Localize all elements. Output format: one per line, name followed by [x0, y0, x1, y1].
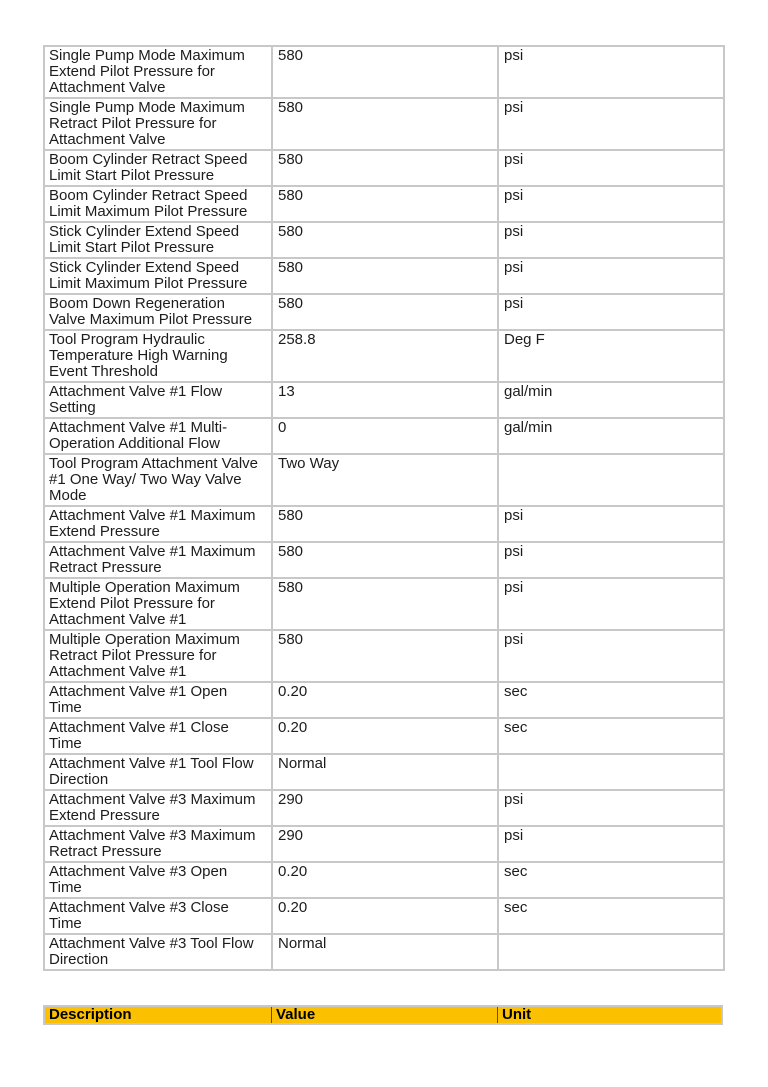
table-row: [44, 718, 724, 754]
cell-unit: [498, 934, 724, 970]
parameter-table: [43, 45, 725, 971]
cell-description: Tool Program Attachment Valve #1 One Way/ Two Way Valve Mode: [44, 454, 272, 506]
cell-value: 580: [272, 294, 498, 330]
cell-description: Attachment Valve #1 Maximum Extend Pressure: [44, 506, 272, 542]
next-table-header-row: [43, 1005, 723, 1025]
cell-value: 0: [272, 418, 498, 454]
cell-value: 580: [272, 98, 498, 150]
cell-description: Stick Cylinder Extend Speed Limit Maximum Pilot Pressure: [44, 258, 272, 294]
cell-unit: psi: [498, 294, 724, 330]
table-row: [44, 382, 724, 418]
table-row: [44, 542, 724, 578]
table-row: [44, 418, 724, 454]
cell-description: Single Pump Mode Maximum Extend Pilot Pressure for Attachment Valve: [44, 46, 272, 98]
cell-unit: psi: [498, 98, 724, 150]
cell-description: Attachment Valve #3 Maximum Retract Pressure: [44, 826, 272, 862]
table-row: [44, 862, 724, 898]
cell-unit: sec: [498, 682, 724, 718]
cell-value: 580: [272, 150, 498, 186]
table-row: [44, 506, 724, 542]
cell-unit: sec: [498, 898, 724, 934]
cell-description: Attachment Valve #1 Close Time: [44, 718, 272, 754]
column-header-description: Description: [49, 1006, 132, 1023]
cell-description: Boom Cylinder Retract Speed Limit Maximum Pilot Pressure: [44, 186, 272, 222]
cell-unit: psi: [498, 578, 724, 630]
table-row: [44, 46, 724, 98]
table-row: [44, 898, 724, 934]
cell-unit: [498, 754, 724, 790]
table-row: [44, 682, 724, 718]
cell-description: Attachment Valve #3 Close Time: [44, 898, 272, 934]
cell-description: Tool Program Hydraulic Temperature High Warning Event Threshold: [44, 330, 272, 382]
cell-value: 580: [272, 258, 498, 294]
cell-unit: psi: [498, 150, 724, 186]
cell-value: 580: [272, 630, 498, 682]
cell-value: 580: [272, 542, 498, 578]
cell-value: 0.20: [272, 862, 498, 898]
cell-unit: gal/min: [498, 418, 724, 454]
cell-value: 0.20: [272, 682, 498, 718]
cell-unit: [498, 454, 724, 506]
cell-value: 290: [272, 826, 498, 862]
table-row: [44, 790, 724, 826]
cell-description: Attachment Valve #3 Tool Flow Direction: [44, 934, 272, 970]
table-row: [44, 222, 724, 258]
cell-value: 0.20: [272, 718, 498, 754]
cell-unit: psi: [498, 258, 724, 294]
cell-description: Attachment Valve #1 Tool Flow Direction: [44, 754, 272, 790]
cell-description: Multiple Operation Maximum Retract Pilot Pressure for Attachment Valve #1: [44, 630, 272, 682]
cell-unit: Deg F: [498, 330, 724, 382]
cell-description: Attachment Valve #1 Open Time: [44, 682, 272, 718]
cell-description: Boom Cylinder Retract Speed Limit Start Pilot Pressure: [44, 150, 272, 186]
cell-description: Attachment Valve #1 Maximum Retract Pressure: [44, 542, 272, 578]
cell-value: 580: [272, 578, 498, 630]
cell-description: Single Pump Mode Maximum Retract Pilot Pressure for Attachment Valve: [44, 98, 272, 150]
table-row: [44, 258, 724, 294]
cell-value: 13: [272, 382, 498, 418]
table-row: [44, 630, 724, 682]
cell-unit: sec: [498, 718, 724, 754]
cell-value: Two Way: [272, 454, 498, 506]
cell-value: 580: [272, 222, 498, 258]
cell-unit: psi: [498, 506, 724, 542]
table-row: [44, 150, 724, 186]
cell-unit: psi: [498, 46, 724, 98]
cell-value: 580: [272, 186, 498, 222]
table-row: [44, 186, 724, 222]
cell-value: 0.20: [272, 898, 498, 934]
cell-description: Attachment Valve #3 Open Time: [44, 862, 272, 898]
cell-description: Attachment Valve #3 Maximum Extend Pressure: [44, 790, 272, 826]
cell-description: Attachment Valve #1 Multi-Operation Additional Flow: [44, 418, 272, 454]
cell-value: 580: [272, 46, 498, 98]
table-row: [44, 98, 724, 150]
cell-description: Stick Cylinder Extend Speed Limit Start Pilot Pressure: [44, 222, 272, 258]
cell-unit: sec: [498, 862, 724, 898]
cell-unit: gal/min: [498, 382, 724, 418]
table-row: [44, 934, 724, 970]
cell-unit: psi: [498, 630, 724, 682]
column-header-value: Value: [271, 1007, 497, 1023]
cell-unit: psi: [498, 222, 724, 258]
cell-value: 290: [272, 790, 498, 826]
cell-description: Attachment Valve #1 Flow Setting: [44, 382, 272, 418]
cell-value: Normal: [272, 754, 498, 790]
cell-value: 580: [272, 506, 498, 542]
cell-value: Normal: [272, 934, 498, 970]
cell-unit: psi: [498, 826, 724, 862]
table-row: [44, 826, 724, 862]
cell-unit: psi: [498, 186, 724, 222]
cell-description: Multiple Operation Maximum Extend Pilot Pressure for Attachment Valve #1: [44, 578, 272, 630]
parameter-table-body: [44, 46, 724, 970]
cell-unit: psi: [498, 790, 724, 826]
column-header-unit: Unit: [497, 1007, 721, 1023]
table-row: [44, 294, 724, 330]
table-row: [44, 330, 724, 382]
cell-value: 258.8: [272, 330, 498, 382]
cell-unit: psi: [498, 542, 724, 578]
table-row: [44, 754, 724, 790]
table-row: [44, 454, 724, 506]
table-row: [44, 578, 724, 630]
cell-description: Boom Down Regeneration Valve Maximum Pilot Pressure: [44, 294, 272, 330]
